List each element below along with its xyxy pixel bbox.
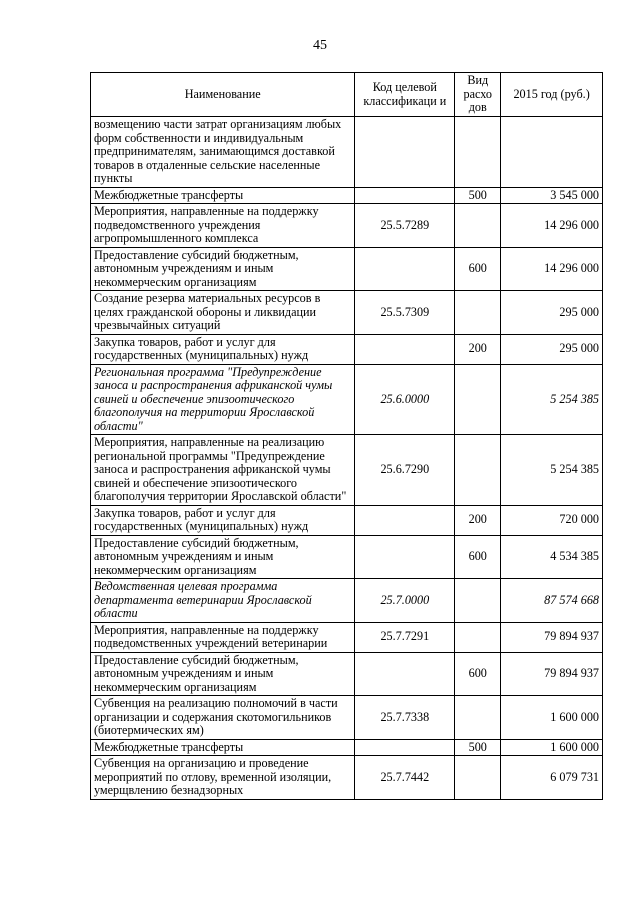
row-name: Региональная программа "Предупреждение заноса и распространения африканской чумы свиней и обеспечение эпизоотического благополучия на территории Ярославской области" — [91, 364, 355, 435]
row-name: Создание резерва материальных ресурсов в целях гражданской обороны и ликвидации чрезвычайных ситуаций — [91, 291, 355, 335]
row-name: Мероприятия, направленные на поддержку подведомственного учреждения агропромышленного комплекса — [91, 204, 355, 248]
header-amount: 2015 год (руб.) — [501, 73, 603, 117]
row-type: 600 — [455, 247, 501, 291]
row-amount: 5 254 385 — [501, 435, 603, 506]
row-name: Мероприятия, направленные на реализацию региональной программы "Предупреждение заноса и распространения африканской чумы свиней и обеспечение эпизоотического благополучия территории Ярославской области" — [91, 435, 355, 506]
row-type: 200 — [455, 334, 501, 364]
row-code: 25.5.7309 — [355, 291, 455, 335]
row-code: 25.5.7289 — [355, 204, 455, 248]
table-row — [91, 364, 603, 435]
row-amount: 3 545 000 — [501, 187, 603, 204]
table-header-row — [91, 73, 603, 117]
table-row — [91, 435, 603, 506]
row-type — [455, 435, 501, 506]
header-type: Вид расхо дов — [455, 73, 501, 117]
row-code — [355, 505, 455, 535]
row-code: 25.7.7442 — [355, 756, 455, 800]
row-name: Предоставление субсидий бюджетным, автономным учреждениям и иным некоммерческим организациям — [91, 247, 355, 291]
row-amount: 295 000 — [501, 334, 603, 364]
row-name: возмещению части затрат организациям любых форм собственности и индивидуальным предпринимателям, занимающимся доставкой товаров в отдаленные сельские населенные пункты — [91, 117, 355, 188]
table-row — [91, 756, 603, 800]
row-type — [455, 756, 501, 800]
row-amount: 87 574 668 — [501, 579, 603, 623]
row-name: Предоставление субсидий бюджетным, автономным учреждениям и иным некоммерческим организациям — [91, 535, 355, 579]
table-row — [91, 535, 603, 579]
table-row — [91, 187, 603, 204]
row-type: 500 — [455, 739, 501, 756]
row-code — [355, 334, 455, 364]
row-type — [455, 622, 501, 652]
row-code — [355, 187, 455, 204]
row-amount: 1 600 000 — [501, 696, 603, 740]
row-amount: 1 600 000 — [501, 739, 603, 756]
row-name: Субвенция на организацию и проведение мероприятий по отлову, временной изоляции, умерщвлению безнадзорных — [91, 756, 355, 800]
table-row — [91, 505, 603, 535]
row-name: Межбюджетные трансферты — [91, 187, 355, 204]
row-code — [355, 652, 455, 696]
row-amount — [501, 117, 603, 188]
page-number: 45 — [313, 38, 327, 53]
row-type — [455, 117, 501, 188]
row-type — [455, 696, 501, 740]
header-code: Код целевой классификаци и — [355, 73, 455, 117]
table-body — [91, 117, 603, 800]
row-type: 600 — [455, 652, 501, 696]
row-code: 25.6.0000 — [355, 364, 455, 435]
row-name: Предоставление субсидий бюджетным, автономным учреждениям и иным некоммерческим организациям — [91, 652, 355, 696]
table-row — [91, 622, 603, 652]
row-type: 500 — [455, 187, 501, 204]
table-row — [91, 652, 603, 696]
header-name: Наименование — [91, 73, 355, 117]
row-amount: 720 000 — [501, 505, 603, 535]
row-name: Закупка товаров, работ и услуг для государственных (муниципальных) нужд — [91, 334, 355, 364]
row-code: 25.7.0000 — [355, 579, 455, 623]
row-type — [455, 364, 501, 435]
table-row — [91, 247, 603, 291]
table-row — [91, 696, 603, 740]
table-row — [91, 291, 603, 335]
row-code: 25.7.7291 — [355, 622, 455, 652]
row-code — [355, 247, 455, 291]
row-type — [455, 291, 501, 335]
row-name: Мероприятия, направленные на поддержку подведомственных учреждений ветеринарии — [91, 622, 355, 652]
row-amount: 79 894 937 — [501, 652, 603, 696]
row-amount: 14 296 000 — [501, 247, 603, 291]
row-code: 25.7.7338 — [355, 696, 455, 740]
row-code — [355, 117, 455, 188]
row-name: Ведомственная целевая программа департамента ветеринарии Ярославской области — [91, 579, 355, 623]
row-type: 200 — [455, 505, 501, 535]
table-row — [91, 579, 603, 623]
table-row — [91, 204, 603, 248]
table-row — [91, 334, 603, 364]
budget-table — [90, 72, 603, 800]
row-amount: 4 534 385 — [501, 535, 603, 579]
row-amount: 6 079 731 — [501, 756, 603, 800]
row-amount: 79 894 937 — [501, 622, 603, 652]
table-row — [91, 117, 603, 188]
row-code — [355, 739, 455, 756]
row-name: Субвенция на реализацию полномочий в части организации и содержания скотомогильников (биотермических ям) — [91, 696, 355, 740]
table-row — [91, 739, 603, 756]
row-amount: 295 000 — [501, 291, 603, 335]
row-name: Межбюджетные трансферты — [91, 739, 355, 756]
row-amount: 14 296 000 — [501, 204, 603, 248]
row-code: 25.6.7290 — [355, 435, 455, 506]
row-code — [355, 535, 455, 579]
row-type: 600 — [455, 535, 501, 579]
row-name: Закупка товаров, работ и услуг для государственных (муниципальных) нужд — [91, 505, 355, 535]
row-type — [455, 579, 501, 623]
row-amount: 5 254 385 — [501, 364, 603, 435]
row-type — [455, 204, 501, 248]
